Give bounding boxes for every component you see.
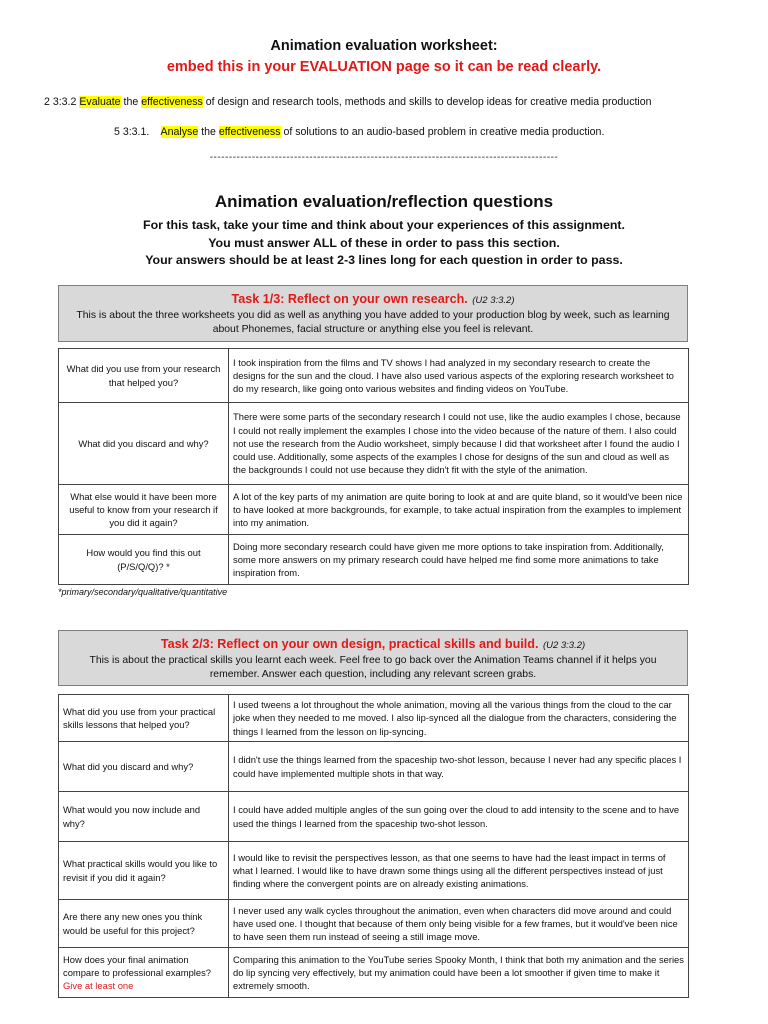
table-row — [59, 349, 689, 403]
question-cell: How would you find this out (P/S/Q/Q)? * — [59, 535, 229, 585]
answer-cell[interactable]: I didn't use the things learned from the spaceship two-shot lesson, because I never had any specific places I could have implemented multiple shots in that way. — [229, 742, 689, 792]
criterion-code: 5 3:3.1. — [114, 126, 161, 138]
criterion-keyword: effectiveness — [141, 96, 203, 108]
question-cell: What did you discard and why? — [59, 403, 229, 485]
question-cell: What would you now include and why? — [59, 792, 229, 842]
worksheet-title: Animation evaluation worksheet: — [270, 38, 498, 54]
section-intro — [0, 217, 768, 270]
footnote: *primary/secondary/qualitative/quantitative — [58, 587, 228, 597]
answer-cell[interactable]: A lot of the key parts of my animation are quite boring to look at and are quite bland, so it would've been nice to have looked at more backgrounds, for example, to take actual inspiration from the examples to implement into my animation. — [229, 485, 689, 535]
answer-cell[interactable]: I used tweens a lot throughout the whole animation, moving all the various things from the cloud to the car joke when they needed to me moved. I also lip-synced all the dialogue from the characters, considering the things I learned from the lesson on lip-syncing. — [229, 695, 689, 742]
question-cell: What did you use from your practical skills lessons that helped you? — [59, 695, 229, 742]
task1-description: This is about the three worksheets you did as well as anything you have added to your production blog by week, such as learning about Phonemes, facial structure or anything else you feel is relevant. — [76, 310, 670, 335]
table-row — [59, 485, 689, 535]
task2-title: Task 2/3: Reflect on your own design, practical skills and build. — [160, 637, 539, 651]
intro-line: For this task, take your time and think about your experiences of this assignment. — [143, 218, 625, 232]
task2-code: (U2 3:3.2) — [542, 640, 586, 651]
task2-description: This is about the practical skills you learnt each week. Feel free to go back over the Animation Teams channel if it helps you remember. Answer each question, including any relevant screen grabs. — [89, 655, 657, 680]
task1-table — [58, 348, 689, 585]
table-row — [59, 948, 689, 998]
criterion-2 — [114, 126, 604, 138]
table-row — [59, 900, 689, 948]
table-row — [59, 842, 689, 900]
criterion-text: of solutions to an audio-based problem in creative media production. — [280, 126, 605, 138]
intro-line: You must answer ALL of these in order to pass this section. — [208, 235, 560, 250]
question-instruction: Give at least one — [63, 980, 134, 992]
task1-title: Task 1/3: Reflect on your own research. — [231, 292, 468, 306]
question-cell: What did you use from your research that helped you? — [59, 349, 229, 403]
criterion-text: the — [120, 96, 142, 108]
criterion-code: 2 3:3.2 — [44, 96, 80, 108]
answer-cell[interactable]: I would like to revisit the perspectives lesson, as that one seems to have had the least impact in terms of what I learned. I would like to have drawn some things using all the different perspectives instead of just finding where the convergent points are on already existing animations. — [229, 842, 689, 900]
question-cell — [59, 948, 229, 998]
criterion-keyword: effectiveness — [218, 126, 281, 138]
answer-cell[interactable]: I took inspiration from the films and TV shows I had analyzed in my secondary research to create the designs for the sun and the cloud. I have also used various aspects of the exploring research worksheet to do my research, like going onto various websites and finding videos on YouTube. — [229, 349, 689, 403]
criterion-text: the — [198, 126, 219, 138]
answer-cell[interactable]: There were some parts of the secondary research I could not use, like the audio examples I chose, because I could not really implement the examples I chose into the video because of the nature of them. I also could not use the research from the Audio worksheet, simply because I did that worksheet after I found the audio I could use. Additionally, some aspects of the examples I chose for designs of the sun and cloud as well as the backgrounds I could not use because they didn't fit with the style of the animation. — [229, 403, 689, 485]
table-row — [59, 695, 689, 742]
answer-cell[interactable]: I never used any walk cycles throughout the animation, even when characters did move around and could have used one. I thought that because of them only being visible for a few frames, but it would've been nice to have seen them run instead of seeing a still image move. — [229, 900, 689, 948]
criterion-verb: Evaluate — [79, 96, 121, 108]
question-cell: What else would it have been more useful to know from your research if you did it again? — [59, 485, 229, 535]
criterion-1 — [44, 96, 652, 108]
table-row — [59, 742, 689, 792]
criterion-verb: Analyse — [160, 126, 199, 138]
intro-line: Your answers should be at least 2-3 lines long for each question in order to pass. — [145, 253, 623, 267]
table-row — [59, 792, 689, 842]
answer-cell[interactable]: Comparing this animation to the YouTube series Spooky Month, I think that both my animation and the series do lip syncing very effectively, but my animation could have been a lot smoother if given time to make it extremely smooth. — [229, 948, 689, 998]
question-cell: What practical skills would you like to revisit if you did it again? — [59, 842, 229, 900]
section-title: Animation evaluation/reflection questions — [214, 192, 554, 211]
answer-cell[interactable]: I could have added multiple angles of the sun going over the cloud to add intensity to the scene and to have used the things I learned from the spaceship two-shot lesson. — [229, 792, 689, 842]
task1-code: (U2 3:3.2) — [472, 295, 515, 306]
task1-header — [58, 285, 688, 342]
question-cell: What did you discard and why? — [59, 742, 229, 792]
worksheet-subtitle: embed this in your EVALUATION page so it can be read clearly. — [166, 59, 602, 75]
question-text: How does your final animation compare to professional examples? — [63, 953, 211, 978]
table-row — [59, 535, 689, 585]
dashed-divider: ------------------------------------------------------------------------------------------- — [209, 152, 559, 163]
answer-cell[interactable]: Doing more secondary research could have given me more options to take inspiration from. Additionally, some more answers on my primary research could have helped me find some more animations to take inspiration from. — [229, 535, 689, 585]
criterion-text: of design and research tools, methods and skills to develop ideas for creative media production — [202, 96, 652, 108]
table-row — [59, 403, 689, 485]
question-cell: Are there any new ones you think would be useful for this project? — [59, 900, 229, 948]
task2-header — [58, 630, 688, 686]
task2-table — [58, 694, 689, 998]
